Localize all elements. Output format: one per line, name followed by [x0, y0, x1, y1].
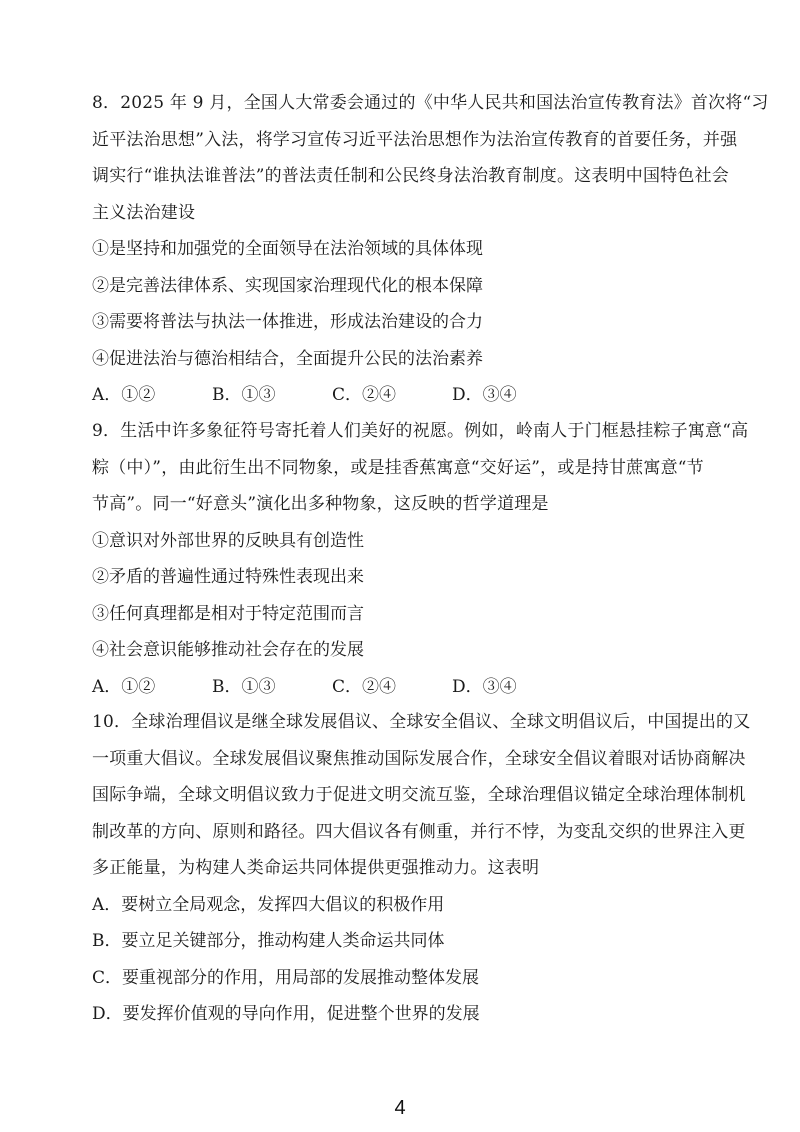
question-9 — [92, 413, 749, 705]
statement-option: ③任何真理都是相对于特定范围而言 — [92, 603, 364, 624]
question-stem-line: 主义法治建设 — [92, 202, 196, 223]
statement-option: ③需要将普法与执法一体推进，形成法治建设的合力 — [92, 312, 483, 332]
choice-d: D．③④ — [452, 385, 517, 405]
statement-option: ①是坚持和加强党的全面领导在法治领域的具体体现 — [92, 239, 483, 259]
question-stem-line: 9．生活中许多象征符号寄托着人们美好的祝愿。例如，岭南人于门框悬挂粽子寓意“高 — [92, 421, 749, 441]
answer-choices — [92, 669, 712, 706]
choice-a: A．①② — [92, 385, 156, 405]
question-stem-line: 国际争端，全球文明倡议致力于促进文明交流互鉴，全球治理倡议锚定全球治理体制机 — [92, 785, 746, 805]
choice-b: B．①③ — [212, 385, 276, 405]
question-stem-line: 节高”。同一“好意头”演化出多种物象，这反映的哲学道理是 — [92, 494, 549, 514]
question-10 — [92, 704, 751, 1033]
question-stem-line: 近平法治思想”入法，将学习宣传习近平法治思想作为法治宣传教育的首要任务，并强 — [92, 129, 738, 150]
choice-b: B．①③ — [212, 676, 276, 697]
question-stem-line: 调实行“谁执法谁普法”的普法责任制和公民终身法治教育制度。这表明中国特色社会 — [92, 166, 729, 186]
answer-choices — [92, 377, 712, 414]
question-stem-line: 10．全球治理倡议是继全球发展倡议、全球安全倡议、全球文明倡议后，中国提出的又 — [92, 712, 751, 732]
choice-b: B．要立足关键部分，推动构建人类命运共同体 — [92, 931, 445, 951]
choice-a: A．①② — [92, 676, 156, 697]
statement-option: ④促进法治与德治相结合，全面提升公民的法治素养 — [92, 348, 483, 369]
page-number: 4 — [394, 1097, 406, 1119]
statement-option: ④社会意识能够推动社会存在的发展 — [92, 640, 364, 660]
choice-c: C．②④ — [332, 676, 397, 697]
question-stem-line: 制改革的方向、原则和路径。四大倡议各有侧重，并行不悖，为变乱交织的世界注入更 — [92, 821, 746, 842]
choice-c: C．要重视部分的作用，用局部的发展推动整体发展 — [92, 967, 480, 988]
choice-a: A．要树立全局观念，发挥四大倡议的积极作用 — [92, 894, 445, 915]
question-stem-line: 一项重大倡议。全球发展倡议聚焦推动国际发展合作，全球安全倡议着眼对话协商解决 — [92, 748, 746, 769]
question-8 — [92, 85, 769, 414]
choice-c: C．②④ — [332, 385, 397, 405]
question-stem-line: 多正能量，为构建人类命运共同体提供更强推动力。这表明 — [92, 858, 540, 878]
statement-option: ①意识对外部世界的反映具有创造性 — [92, 530, 364, 551]
statement-option: ②矛盾的普遍性通过特殊性表现出来 — [92, 567, 364, 587]
question-stem-line: 8．2025 年 9 月，全国人大常委会通过的《中华人民共和国法治宣传教育法》首次将“习 — [92, 93, 769, 113]
choice-d: D．要发挥价值观的导向作用，促进整个世界的发展 — [92, 1004, 480, 1024]
choice-d: D．③④ — [452, 676, 517, 697]
question-stem-line: 粽（中）”，由此衍生出不同物象，或是挂香蕉寓意“交好运”，或是持甘蔗寓意“节 — [92, 457, 704, 478]
statement-option: ②是完善法律体系、实现国家治理现代化的根本保障 — [92, 275, 483, 296]
